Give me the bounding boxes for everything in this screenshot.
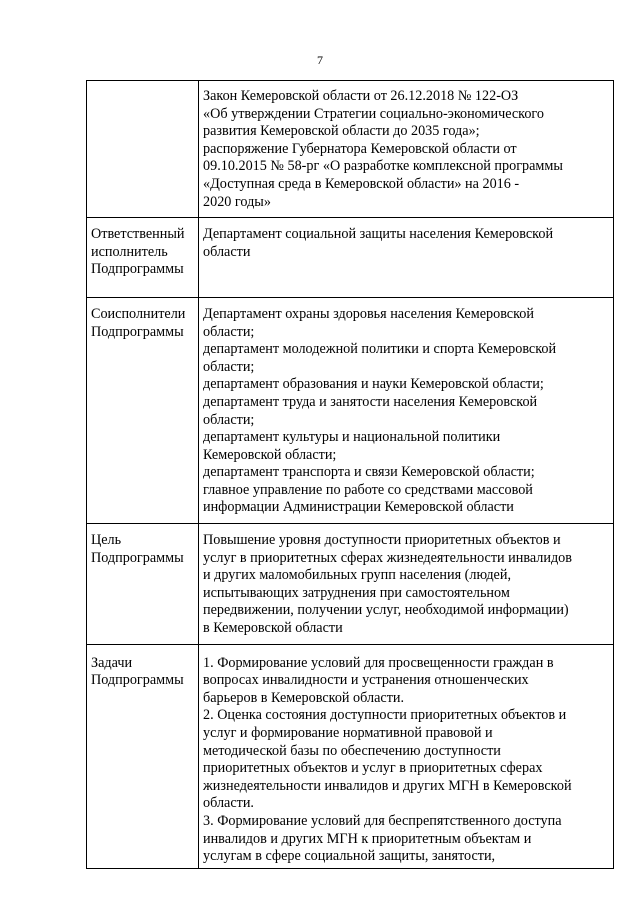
row-label (87, 524, 199, 645)
text-line: области (203, 243, 251, 260)
row-content (199, 644, 614, 868)
text-line: Департамент социальной защиты населения Кемеровской (203, 226, 554, 243)
row-label (87, 81, 199, 218)
label-line: Задачи (91, 654, 133, 671)
label-line: Подпрограммы (91, 672, 184, 689)
text-line: области; (203, 411, 255, 428)
label-line: Подпрограммы (91, 549, 184, 566)
text-line: жизнедеятельности инвалидов и других МГН в Кемеровской (203, 777, 572, 794)
text-line: департамент труда и занятости населения Кемеровской (203, 393, 538, 410)
text-line: услугам в сфере социальной защиты, занятости, (203, 848, 496, 865)
text-line: департамент транспорта и связи Кемеровской области; (203, 464, 535, 481)
row-tasks (87, 644, 614, 868)
text-line: распоряжение Губернатора Кемеровской области от (203, 140, 517, 157)
text-line: и других маломобильных групп населения (людей, (203, 567, 511, 584)
text-line: испытывающих затруднения при самостоятельном (203, 584, 510, 601)
text-line: 3. Формирование условий для беспрепятственного доступа (203, 812, 562, 829)
text-line: 09.10.2015 № 58-рг «О разработке комплексной программы (203, 158, 563, 175)
text-line: области. (203, 795, 254, 812)
row-content (199, 524, 614, 645)
subprogram-passport-table (86, 80, 614, 869)
text-line: департамент культуры и национальной политики (203, 429, 501, 446)
text-line: «Об утверждении Стратегии социально-экономического (203, 105, 544, 122)
text-line: развития Кемеровской области до 2035 года»; (203, 123, 480, 140)
text-line: области; (203, 358, 255, 375)
text-line: в Кемеровской области (203, 620, 343, 637)
text-line: Кемеровской области; (203, 446, 337, 463)
text-line: услуг в приоритетных сферах жизнедеятельности инвалидов (203, 549, 572, 566)
row-content (199, 297, 614, 523)
text-line: методической базы по обеспечению доступности (203, 742, 501, 759)
row-label (87, 297, 199, 523)
text-line: информации Администрации Кемеровской области (203, 499, 514, 516)
label-line: Соисполнители (91, 305, 186, 322)
label-line: Цель (91, 532, 122, 549)
text-line: услуг и формирование нормативной правовой и (203, 725, 493, 741)
text-line: департамент молодежной политики и спорта Кемеровской (203, 341, 557, 358)
text-line: главное управление по работе со средствами массовой (203, 481, 533, 498)
row-content (199, 81, 614, 218)
text-line: 1. Формирование условий для просвещенности граждан в (203, 654, 554, 671)
label-line: исполнитель (91, 243, 168, 260)
row-label (87, 644, 199, 868)
row-responsible-executor (87, 218, 614, 298)
page-number: 7 (317, 53, 323, 67)
text-line: Закон Кемеровской области от 26.12.2018 № 122-ОЗ (203, 88, 519, 104)
text-line: Департамент охраны здоровья населения Кемеровской (203, 305, 534, 322)
row-label (87, 218, 199, 298)
label-line: Подпрограммы (91, 323, 184, 340)
text-line: 2020 годы» (203, 193, 271, 210)
text-line: области; (203, 323, 255, 340)
text-line: департамент образования и науки Кемеровской области; (203, 376, 544, 393)
label-line: Подпрограммы (91, 261, 184, 278)
row-goal (87, 524, 614, 645)
text-line: приоритетных объектов и услуг в приоритетных сферах (203, 760, 543, 777)
text-line: 2. Оценка состояния доступности приоритетных объектов и (203, 707, 567, 724)
text-line: вопросах инвалидности и устранения отношенческих (203, 672, 529, 689)
text-line: инвалидов и других МГН к приоритетным объектам и (203, 830, 532, 847)
text-line: «Доступная среда в Кемеровской области» на 2016 - (203, 175, 520, 192)
text-line: барьеров в Кемеровской области. (203, 689, 405, 706)
row-legal-basis (87, 81, 614, 218)
label-line: Ответственный (91, 226, 185, 243)
row-content (199, 218, 614, 298)
text-line: передвижении, получении услуг, необходимой информации) (203, 602, 569, 619)
row-co-executors (87, 297, 614, 523)
text-line: Повышение уровня доступности приоритетных объектов и (203, 532, 561, 549)
